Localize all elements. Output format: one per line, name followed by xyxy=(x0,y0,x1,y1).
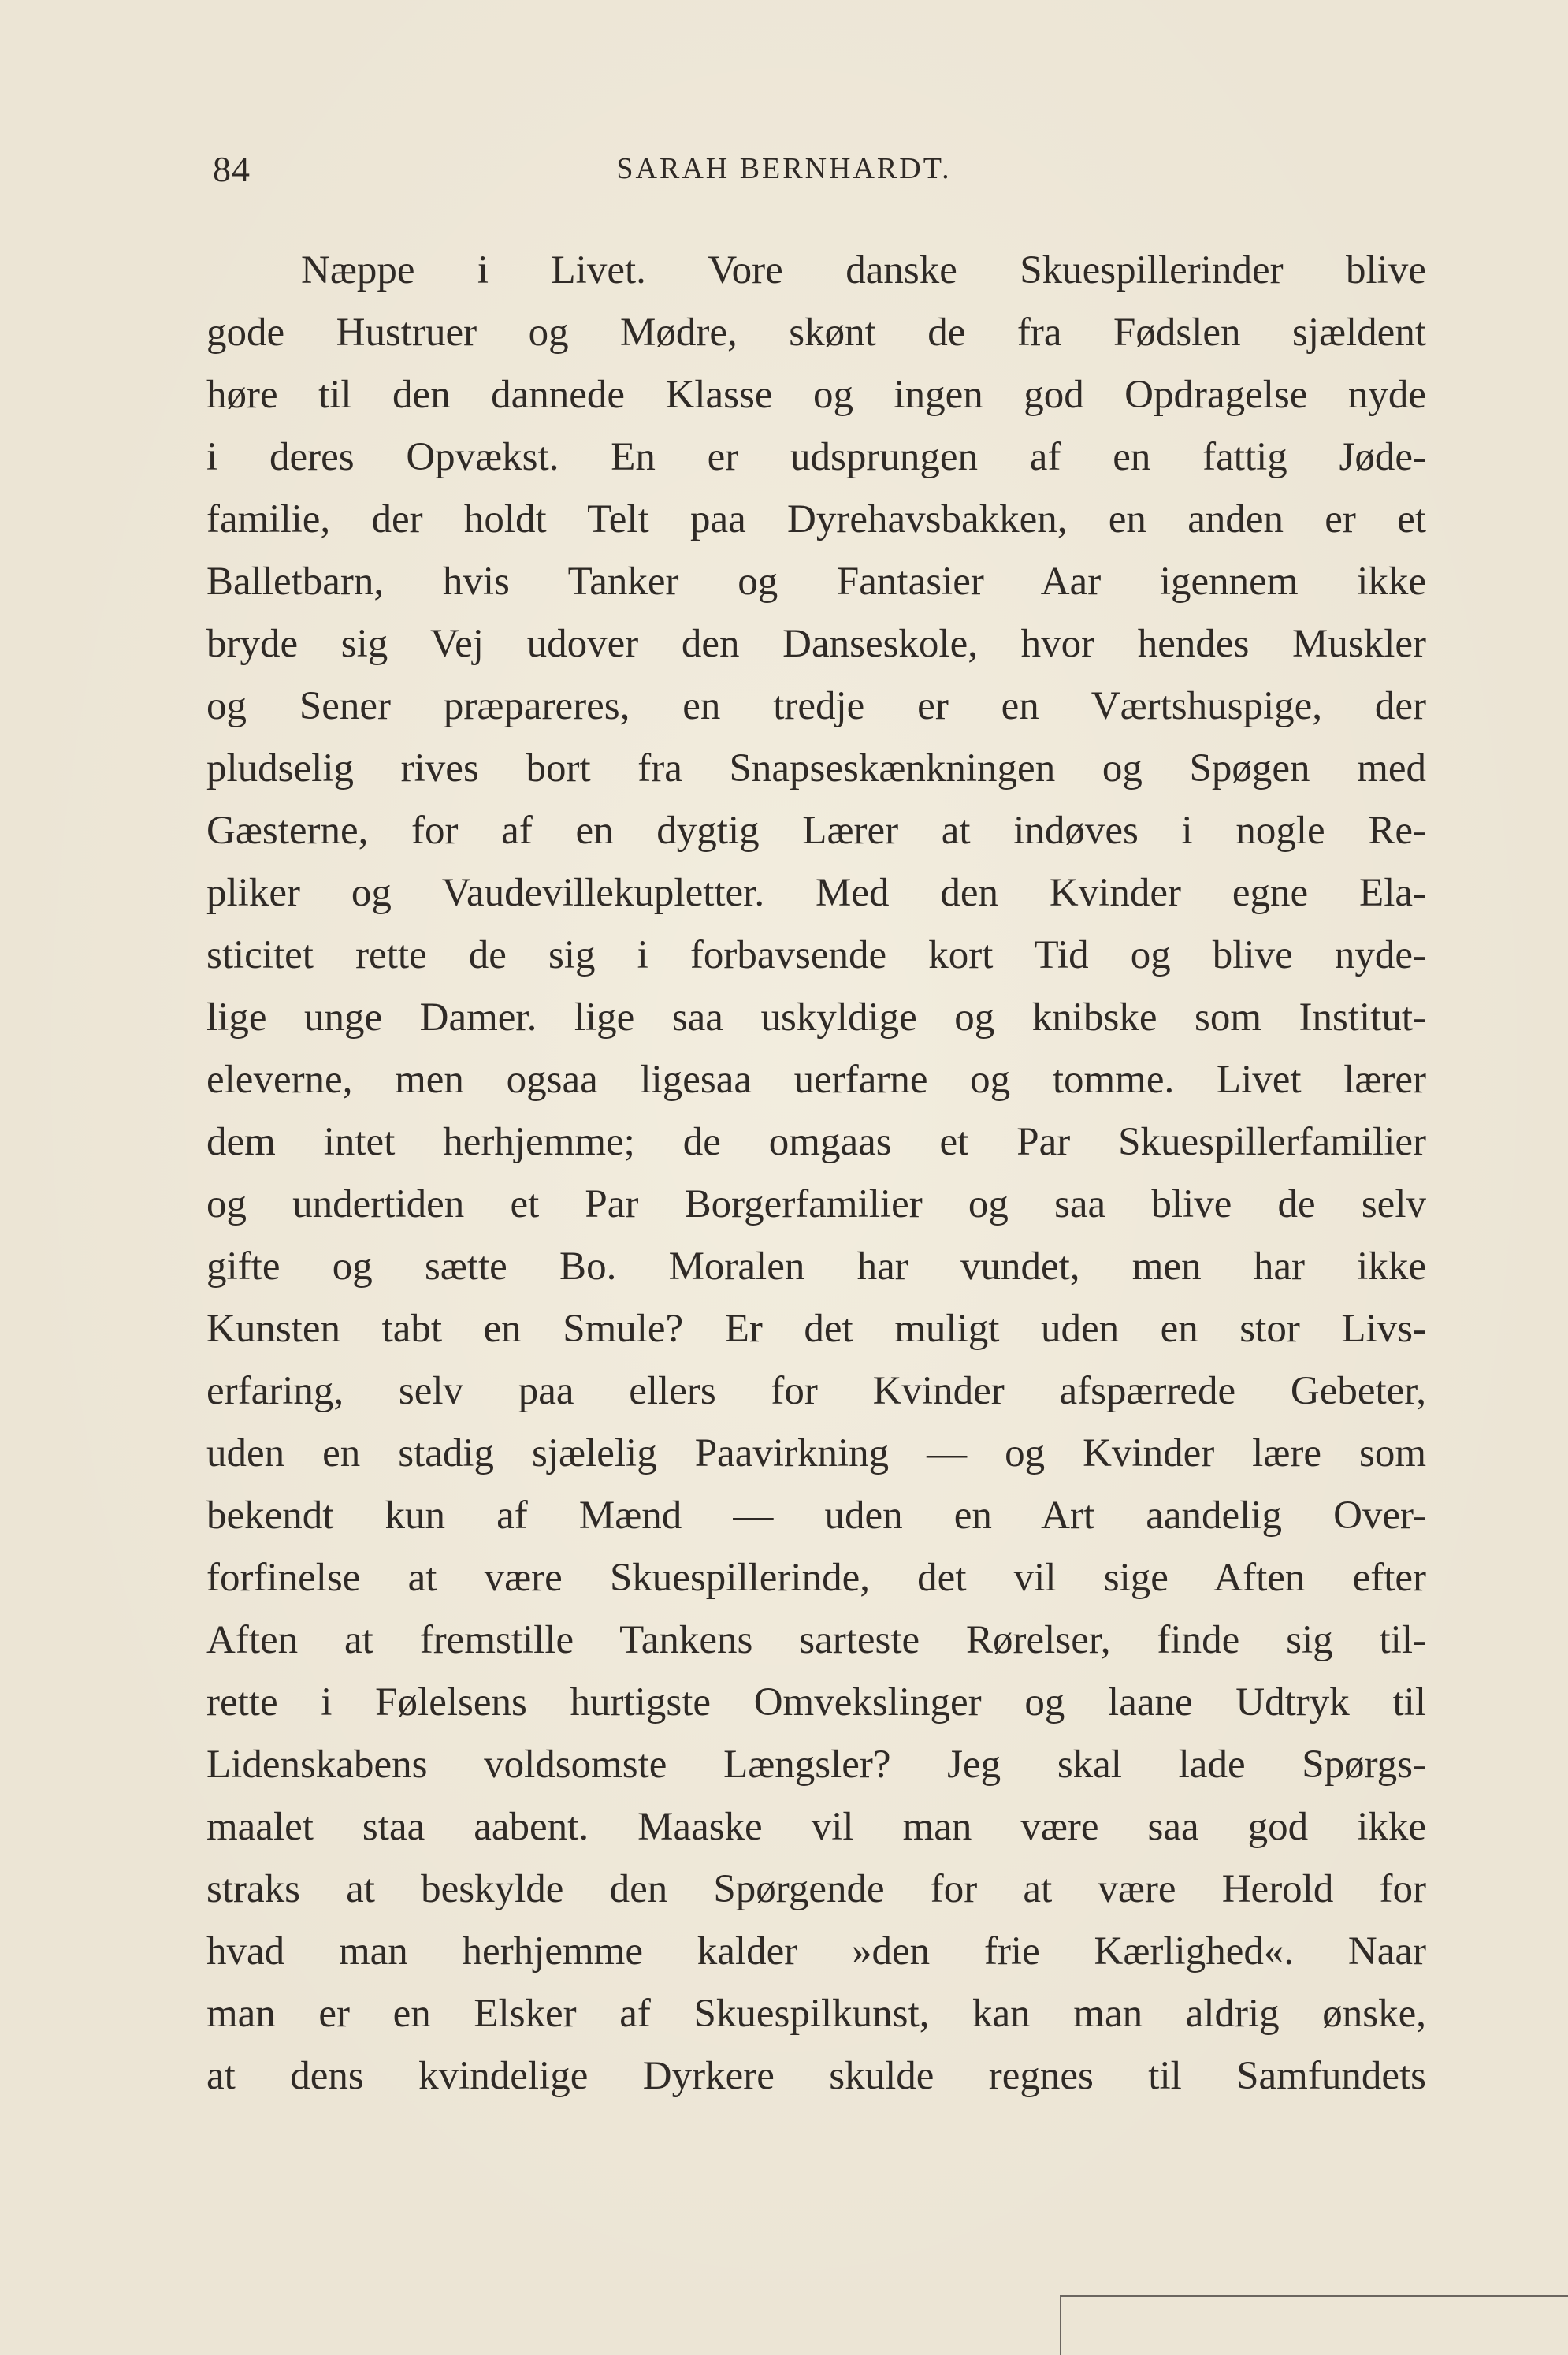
text-line: straks at beskylde den Spørgende for at være Herold for xyxy=(206,1867,1426,1911)
text-line: dem intet herhjemme; de omgaas et Par Skuespillerfamilier xyxy=(206,1120,1426,1164)
running-title: SARAH BERNHARDT. xyxy=(616,152,952,185)
text-line: Kunsten tabt en Smule? Er det muligt uden en stor Livs- xyxy=(206,1307,1426,1351)
text-line: Gæsterne, for af en dygtig Lærer at indøves i nogle Re- xyxy=(206,809,1426,853)
text-line: eleverne, men ogsaa ligesaa uerfarne og tomme. Livet lærer xyxy=(206,1058,1426,1102)
text-line: Næppe i Livet. Vore danske Skuespillerinder blive xyxy=(301,248,1426,292)
page-number: 84 xyxy=(213,149,251,189)
text-line: man er en Elsker af Skuespilkunst, kan man aldrig ønske, xyxy=(206,1992,1426,2036)
text-line: bryde sig Vej udover den Danseskole, hvor hendes Muskler xyxy=(206,622,1426,666)
text-line: i deres Opvækst. En er udsprungen af en fattig Jøde- xyxy=(206,435,1426,479)
body-text xyxy=(206,240,1426,2108)
text-line: lige unge Damer. lige saa uskyldige og knibske som Institut- xyxy=(206,995,1426,1040)
text-line: erfaring, selv paa ellers for Kvinder afspærrede Gebeter, xyxy=(206,1369,1426,1413)
text-line: høre til den dannede Klasse og ingen god Opdragelse nyde xyxy=(206,373,1426,417)
text-line: Balletbarn, hvis Tanker og Fantasier Aar igennem ikke xyxy=(206,560,1426,604)
text-line: forfinelse at være Skuespillerinde, det vil sige Aften efter xyxy=(206,1556,1426,1600)
text-line: pliker og Vaudevillekupletter. Med den Kvinder egne Ela- xyxy=(206,871,1426,915)
text-line: Lidenskabens voldsomste Længsler? Jeg skal lade Spørgs- xyxy=(206,1743,1426,1787)
text-line: og Sener præpareres, en tredje er en Værtshuspige, der xyxy=(206,684,1426,728)
text-line: og undertiden et Par Borgerfamilier og saa blive de selv xyxy=(206,1182,1426,1226)
text-line: familie, der holdt Telt paa Dyrehavsbakken, en anden er et xyxy=(206,497,1426,541)
scan-corner-mark xyxy=(1060,2295,1568,2355)
text-line: hvad man herhjemme kalder »den frie Kærlighed«. Naar xyxy=(206,1929,1426,1974)
text-line: bekendt kun af Mænd — uden en Art aandelig Over- xyxy=(206,1494,1426,1538)
text-line: pludselig rives bort fra Snapseskænkningen og Spøgen med xyxy=(206,746,1426,791)
page-header xyxy=(0,148,1568,195)
text-line: at dens kvindelige Dyrkere skulde regnes til Samfundets xyxy=(206,2054,1426,2098)
text-line: rette i Følelsens hurtigste Omvekslinger og laane Udtryk til xyxy=(206,1680,1426,1724)
text-line: maalet staa aabent. Maaske vil man være saa god ikke xyxy=(206,1805,1426,1849)
text-line: Aften at fremstille Tankens sarteste Rørelser, finde sig til- xyxy=(206,1618,1426,1662)
text-line: uden en stadig sjælelig Paavirkning — og Kvinder lære som xyxy=(206,1431,1426,1475)
text-line: gifte og sætte Bo. Moralen har vundet, men har ikke xyxy=(206,1244,1426,1289)
text-line: gode Hustruer og Mødre, skønt de fra Fødslen sjældent xyxy=(206,311,1426,355)
text-line: sticitet rette de sig i forbavsende kort Tid og blive nyde- xyxy=(206,933,1426,977)
